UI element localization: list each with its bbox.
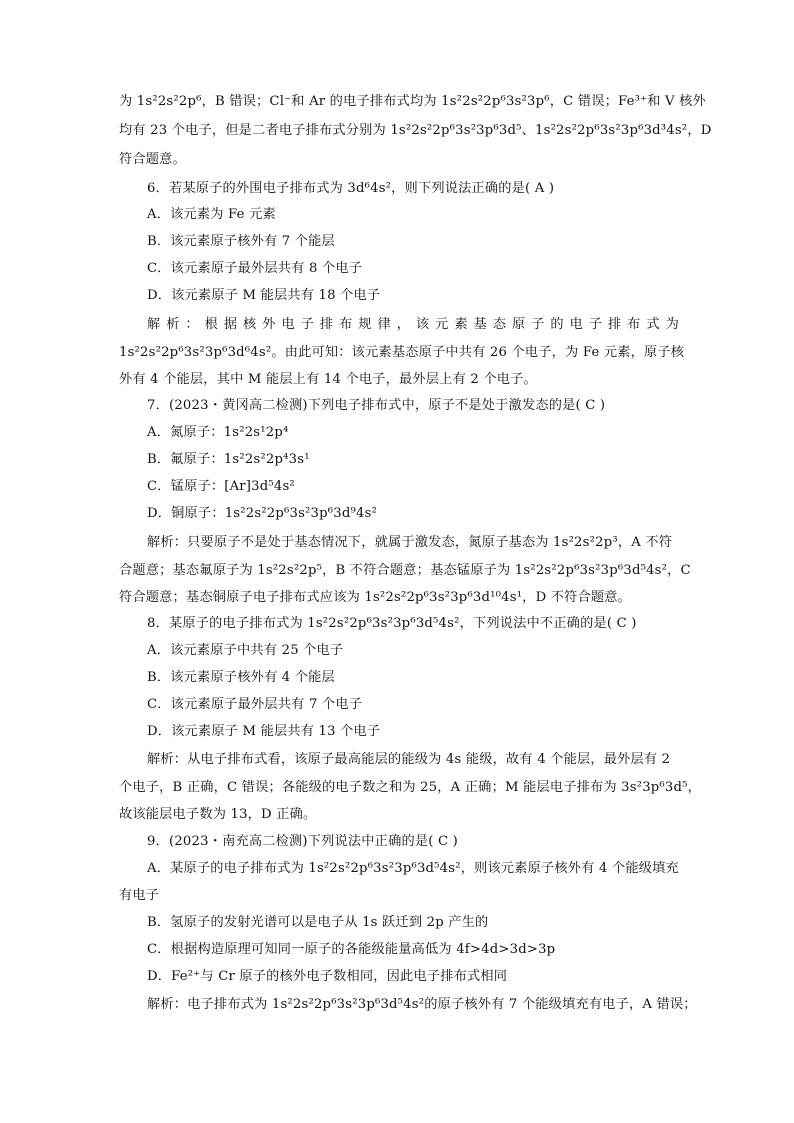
question-7-analysis-3: 符合题意；基态铜原子电子排布式应该为 1s²2s²2p⁶3s²3p⁶3d¹⁰4s¹，D 不符合题意。 xyxy=(119,590,632,605)
question-8-stem: 8．某原子的电子排布式为 1s²2s²2p⁶3s²3p⁶3d⁵4s²，下列说法中不正确的是( C ) xyxy=(147,616,637,631)
question-8-analysis-1: 解析：从电子排布式看，该原子最高能层的能级为 4s 能级，故有 4 个能层，最外层有 2 xyxy=(147,752,671,767)
question-6-option-d: D．该元素原子 M 能层共有 18 个电子 xyxy=(147,288,381,303)
question-6-analysis-3: 外有 4 个能层，其中 M 能层上有 14 个电子，最外层上有 2 个电子。 xyxy=(119,372,537,387)
question-9-analysis-1: 解析：电子排布式为 1s²2s²2p⁶3s²3p⁶3d⁵4s²的原子核外有 7 个能级填充有电子，A 错误； xyxy=(147,997,697,1012)
question-7-option-d: D．铜原子：1s²2s²2p⁶3s²3p⁶3d⁹4s² xyxy=(147,506,378,521)
question-7-option-a: A．氮原子：1s²2s¹2p⁴ xyxy=(147,425,289,440)
question-6-analysis-1: 解析：根据核外电子排布规律，该元素基态原子的电子排布式为 xyxy=(147,317,679,332)
text-line-1: 为 1s²2s²2p⁶，B 错误；Cl⁻和 Ar 的电子排布式均为 1s²2s²2p⁶3s²3p⁶，C 错误；Fe³⁺和 V 核外 xyxy=(119,94,706,109)
question-7-option-b: B．氟原子：1s²2s²2p⁴3s¹ xyxy=(147,452,310,467)
question-6-stem: 6．若某原子的外围电子排布式为 3d⁶4s²，则下列说法正确的是( A ) xyxy=(147,181,555,196)
question-8-option-d: D．该元素原子 M 能层共有 13 个电子 xyxy=(147,724,381,739)
question-8-option-c: C．该元素原子最外层共有 7 个电子 xyxy=(147,697,363,712)
question-6-analysis-2: 1s²2s²2p⁶3s²3p⁶3d⁶4s²。由此可知：该元素基态原子中共有 26 个电子，为 Fe 元素，原子核 xyxy=(119,345,685,360)
question-8-option-a: A．该元素原子中共有 25 个电子 xyxy=(147,643,344,658)
question-7-analysis-1: 解析：只要原子不是处于基态情况下，就属于激发态，氮原子基态为 1s²2s²2p³，A 不符 xyxy=(147,535,673,550)
question-9-option-d: D．Fe²⁺与 Cr 原子的核外电子数相同，因此电子排布式相同 xyxy=(147,969,508,984)
question-8-analysis-3: 故该能层电子数为 13，D 正确。 xyxy=(119,807,317,822)
text-line-2: 均有 23 个电子，但是二者电子排布式分别为 1s²2s²2p⁶3s²3p⁶3d⁵、1s²2s²2p⁶3s²3p⁶3d³4s²，D xyxy=(119,123,712,138)
question-9-option-b: B．氢原子的发射光谱可以是电子从 1s 跃迁到 2p 产生的 xyxy=(147,915,489,930)
question-6-option-b: B．该元素原子核外有 7 个能层 xyxy=(147,234,335,249)
question-6-option-a: A．该元素为 Fe 元素 xyxy=(147,207,276,222)
question-6-option-c: C．该元素原子最外层共有 8 个电子 xyxy=(147,261,363,276)
text-line-3: 符合题意。 xyxy=(119,152,186,167)
question-7-option-c: C．锰原子：[Ar]3d⁵4s² xyxy=(147,479,295,494)
question-7-analysis-2: 合题意；基态氟原子为 1s²2s²2p⁵，B 不符合题意；基态锰原子为 1s²2s²2p⁶3s²3p⁶3d⁵4s²，C xyxy=(119,563,691,578)
question-9-option-a-cont: 有电子 xyxy=(119,888,160,903)
question-7-stem: 7．(2023・黄冈高二检测)下列电子排布式中，原子不是处于激发态的是( C ) xyxy=(147,398,606,413)
question-9-stem: 9．(2023・南充高二检测)下列说法中正确的是( C ) xyxy=(147,834,458,849)
question-9-option-a: A．某原子的电子排布式为 1s²2s²2p⁶3s²3p⁶3d⁵4s²，则该元素原子核外有 4 个能级填充 xyxy=(147,861,679,876)
question-9-option-c: C．根据构造原理可知同一原子的各能级能量高低为 4f>4d>3d>3p xyxy=(147,942,556,957)
question-8-option-b: B．该元素原子核外有 4 个能层 xyxy=(147,670,335,685)
question-8-analysis-2: 个电子，B 正确，C 错误；各能级的电子数之和为 25，A 正确；M 能层电子排布为 3s²3p⁶3d⁵， xyxy=(119,780,702,795)
